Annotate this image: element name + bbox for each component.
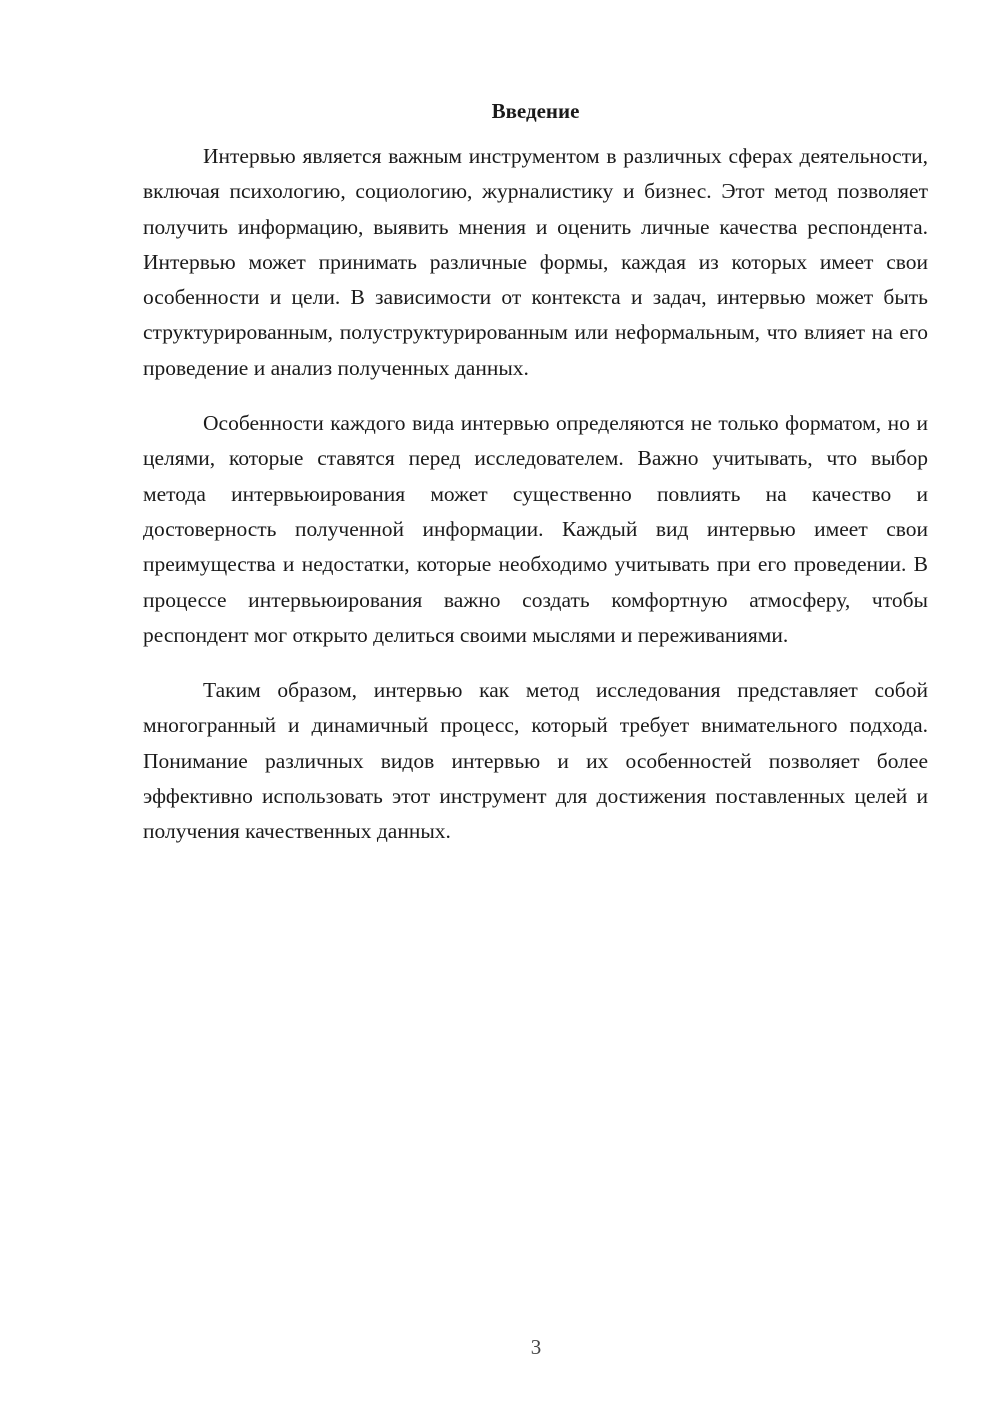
paragraph-3: Таким образом, интервью как метод исследования представляет собой многогранный и динамичный процесс, который требует внимательного подхода. Понимание различных видов интервью и их особенностей позволяет более эффективно использовать этот инструмент для достижения поставленных целей и получения качественных данных. (143, 678, 928, 844)
paragraph-2: Особенности каждого вида интервью определяются не только форматом, но и целями, которые ставятся перед исследователем. Важно учитывать, что выбор метода интервьюирования может существенно повлиять на качество и достоверность полученной информации. Каждый вид интервью имеет свои преимущества и недостатки, которые необходимо учитывать при его проведении. В процессе интервьюирования важно создать комфортную атмосферу, чтобы респондент мог открыто делиться своими мыслями и переживаниями. (143, 411, 928, 647)
paragraph-1: Интервью является важным инструментом в различных сферах деятельности, включая психологию, социологию, журналистику и бизнес. Этот метод позволяет получить информацию, выявить мнения и оценить личные качества респондента. Интервью может принимать различные формы, каждая из которых имеет свои особенности и цели. В зависимости от контекста и задач, интервью может быть структурированным, полуструктурированным или неформальным, что влияет на его проведение и анализ полученных данных. (143, 144, 928, 380)
page-content (143, 95, 928, 870)
page-number: 3 (530, 1335, 542, 1359)
section-heading: Введение (491, 99, 580, 123)
